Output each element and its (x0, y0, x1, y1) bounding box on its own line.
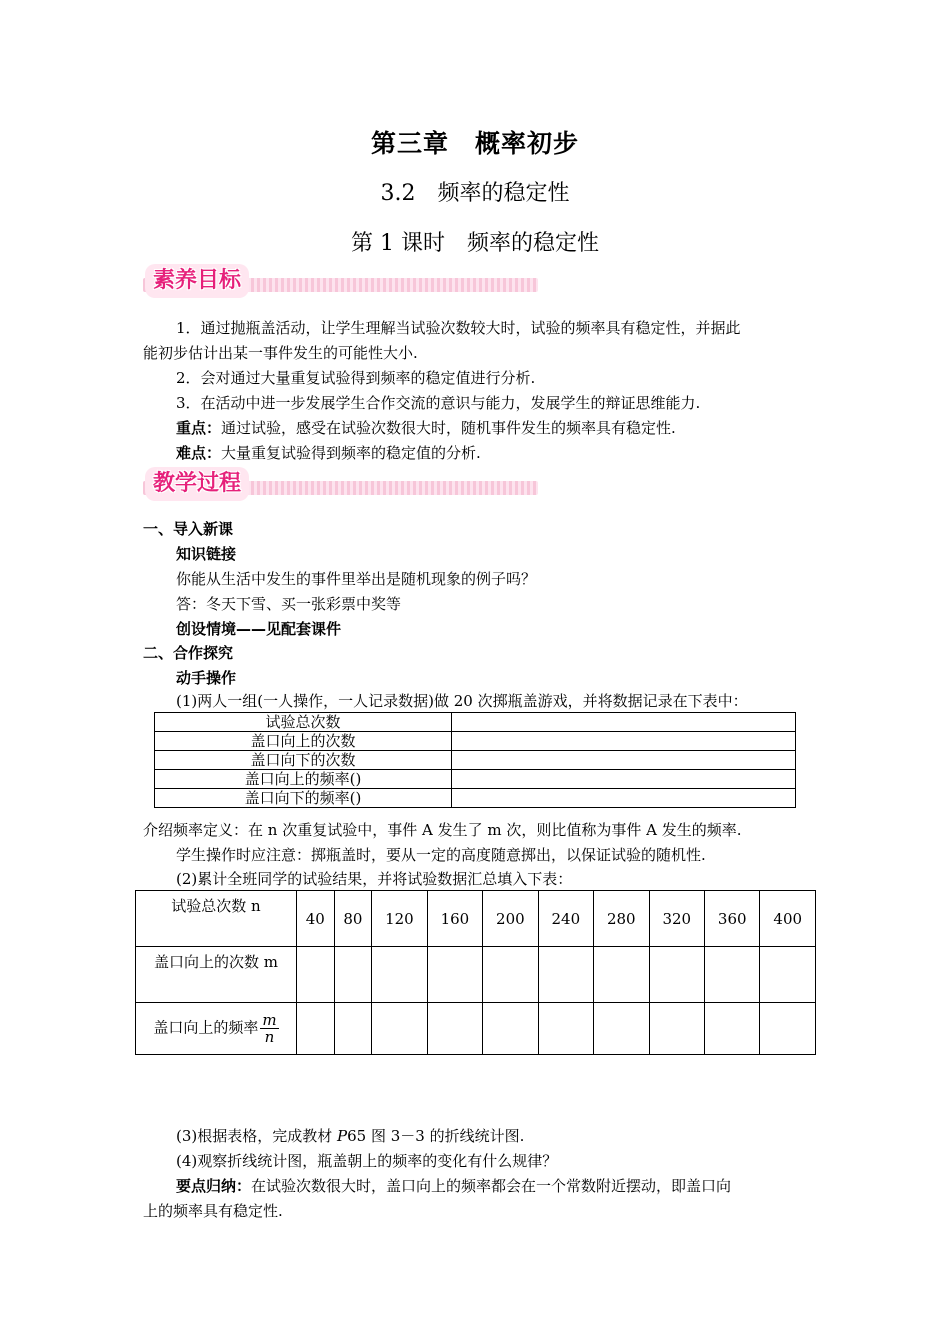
table-cell: 试验总次数 (155, 713, 452, 732)
table-cell-empty (334, 947, 372, 1003)
step-2: (2)累计全班同学的试验结果，并将试验数据汇总填入下表： (176, 870, 573, 888)
fraction-numerator: m (262, 1011, 277, 1029)
step-3-text-b: 65 图 3－3 的折线统计图. (347, 1127, 525, 1145)
scenario-heading: 创设情境——见配套课件 (176, 620, 342, 638)
operation-note: 学生操作时应注意：掷瓶盖时，要从一定的高度随意掷出，以保证试验的随机性. (176, 846, 706, 864)
process-banner (143, 467, 543, 503)
table-cell-empty (452, 713, 796, 732)
table-cell: 盖口向上的次数 (155, 732, 452, 751)
goal-item-3: 3．在活动中进一步发展学生合作交流的意识与能力，发展学生的辩证思维能力. (176, 394, 701, 412)
difficulty-point (176, 442, 481, 464)
intro-answer: 答：冬天下雪、买一张彩票中奖等 (176, 595, 402, 613)
goals-banner (143, 264, 543, 300)
section-title: 3.2 频率的稳定性 (380, 181, 570, 206)
table-row (155, 732, 796, 751)
key-point (176, 417, 676, 439)
fraction-denominator: n (264, 1028, 275, 1046)
section-1-heading: 一、导入新课 (143, 520, 234, 538)
table-cell-empty (483, 1003, 538, 1055)
table-cell-empty (760, 947, 816, 1003)
table-row (136, 891, 816, 947)
summary-label: 要点归纳： (176, 1177, 252, 1195)
table-cell-empty (334, 1003, 372, 1055)
table-header-cell: 试验总次数 n (136, 891, 297, 947)
key-point-text: 通过试验，感受在试验次数很大时，随机事件发生的频率具有稳定性. (221, 419, 676, 437)
summary-cont: 上的频率具有稳定性. (143, 1202, 283, 1220)
table-header-cell: 400 (760, 891, 816, 947)
table-cell-empty (538, 947, 593, 1003)
table-row-label: 盖口向上的次数 m (136, 947, 297, 1003)
frequency-definition: 介绍频率定义：在 n 次重复试验中，事件 A 发生了 m 次，则比值称为事件 A 发生的频率. (143, 821, 742, 839)
table-cell-empty (452, 770, 796, 789)
table-cell-empty (538, 1003, 593, 1055)
hands-on-heading: 动手操作 (176, 669, 237, 687)
section-2-heading: 二、合作探究 (143, 644, 234, 662)
table-header-cell: 240 (538, 891, 593, 947)
table-header-cell: 360 (705, 891, 760, 947)
knowledge-link-heading: 知识链接 (176, 545, 237, 563)
lesson-title: 第 1 课时 频率的稳定性 (351, 231, 599, 256)
table-header-cell: 280 (594, 891, 649, 947)
intro-question: 你能从生活中发生的事件里举出是随机现象的例子吗？ (176, 570, 537, 588)
table-cell-empty (372, 1003, 427, 1055)
table-row (155, 751, 796, 770)
table-cell-empty (427, 1003, 482, 1055)
step-3-page-letter: P (337, 1127, 348, 1145)
table-header-cell: 200 (483, 891, 538, 947)
summary-table (135, 890, 816, 1055)
table-cell-empty (427, 947, 482, 1003)
table-row (136, 947, 816, 1003)
table-row (155, 789, 796, 808)
table-row (155, 713, 796, 732)
table-row (155, 770, 796, 789)
goals-banner-label: 素养目标 (145, 264, 249, 298)
table-cell-empty (297, 1003, 335, 1055)
table-cell-empty (649, 947, 704, 1003)
table-header-cell: 120 (372, 891, 427, 947)
table-row-label (136, 1003, 297, 1055)
table-cell-empty (372, 947, 427, 1003)
frequency-label: 盖口向上的频率 (153, 1018, 259, 1037)
table-header-cell: 40 (297, 891, 335, 947)
table-header-cell: 320 (649, 891, 704, 947)
table-cell: 盖口向上的频率() (155, 770, 452, 789)
record-table (154, 712, 796, 808)
table-cell-empty (705, 947, 760, 1003)
goal-item-2: 2．会对通过大量重复试验得到频率的稳定值进行分析. (176, 369, 536, 387)
table-cell: 盖口向下的次数 (155, 751, 452, 770)
table-cell: 盖口向下的频率() (155, 789, 452, 808)
table-cell-empty (452, 789, 796, 808)
table-row (136, 1003, 816, 1055)
table-cell-empty (452, 732, 796, 751)
table-header-cell: 160 (427, 891, 482, 947)
difficulty-text: 大量重复试验得到频率的稳定值的分析. (221, 444, 481, 462)
summary-text: 在试验次数很大时，盖口向上的频率都会在一个常数附近摆动，即盖口向 (251, 1177, 732, 1195)
step-3-text-a: (3)根据表格，完成教材 (176, 1127, 338, 1145)
table-header-cell: 80 (334, 891, 372, 947)
table-cell-empty (705, 1003, 760, 1055)
table-cell-empty (483, 947, 538, 1003)
difficulty-label: 难点： (176, 444, 222, 462)
chapter-title: 第三章 概率初步 (370, 129, 579, 158)
goal-item-1-cont: 能初步估计出某一事件发生的可能性大小. (143, 344, 418, 362)
key-point-label: 重点： (176, 419, 222, 437)
summary (176, 1175, 731, 1197)
table-cell-empty (594, 947, 649, 1003)
table-cell-empty (649, 1003, 704, 1055)
table-cell-empty (760, 1003, 816, 1055)
table-cell-empty (594, 1003, 649, 1055)
fraction-m-over-n (260, 1012, 278, 1045)
table-cell-empty (452, 751, 796, 770)
process-banner-label: 教学过程 (145, 467, 249, 501)
step-1: (1)两人一组(一人操作，一人记录数据)做 20 次掷瓶盖游戏，并将数据记录在下表中： (176, 692, 748, 710)
step-4: (4)观察折线统计图，瓶盖朝上的频率的变化有什么规律？ (176, 1152, 558, 1170)
table-cell-empty (297, 947, 335, 1003)
goal-item-1: 1．通过抛瓶盖活动，让学生理解当试验次数较大时，试验的频率具有稳定性，并据此 (176, 319, 741, 337)
step-3 (176, 1125, 524, 1147)
